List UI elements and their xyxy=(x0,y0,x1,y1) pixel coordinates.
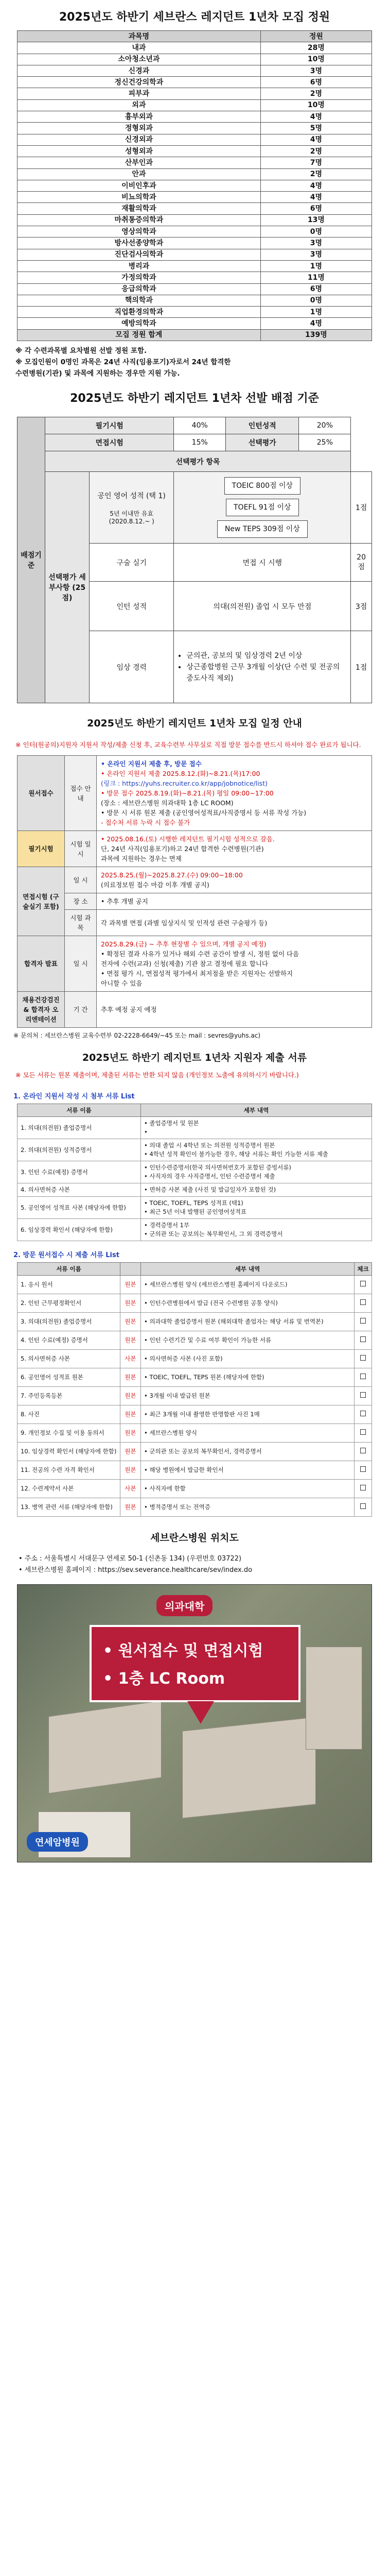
docs-warning: ※ 모든 서류는 원본 제출이며, 제출된 서류는 반환 되지 않음 (개인정보 노출에 유의하시기 바랍니다.) xyxy=(15,1071,299,1079)
checkbox-icon xyxy=(360,1318,366,1324)
quota-count: 0명 xyxy=(260,295,372,306)
doc-detail: • 최근 3개월 이내 촬영한 반명함판 사진 1매 xyxy=(141,1405,355,1424)
doc-detail: • 인턴 수련기간 및 수료 여부 확인이 가능한 서류 xyxy=(141,1331,355,1350)
docs-visit-row xyxy=(17,1461,372,1480)
doc-name: 7. 주민등록등본 xyxy=(17,1387,120,1405)
quota-dept: 핵의학과 xyxy=(17,295,261,306)
criteria-clinic-item-1: • 군의관, 공보의 및 임상경력 2년 이상 xyxy=(186,650,347,662)
checkbox-icon xyxy=(360,1392,366,1398)
doc-name: 2. 인턴 근무평정확인서 xyxy=(17,1294,120,1313)
criteria-clinic-label: 임상 경력 xyxy=(90,631,174,703)
criteria-oral-desc: 면접 시 시행 xyxy=(174,544,351,582)
quota-row xyxy=(17,111,372,123)
quota-count: 6명 xyxy=(260,283,372,295)
criteria-english-label: 공인 영어 성적 (택 1) xyxy=(97,492,166,500)
doc-checkbox[interactable] xyxy=(355,1387,372,1405)
doc-detail: • 3개월 이내 발급된 원본 xyxy=(141,1387,355,1405)
doc-name: 13. 병역 관련 서류 (해당자에 한함) xyxy=(17,1498,120,1517)
quota-row xyxy=(17,77,372,88)
quota-total-label: 모집 정원 합계 xyxy=(17,329,261,341)
doc-name: 11. 전공의 수련 자격 확인서 xyxy=(17,1461,120,1480)
docs-visit-row xyxy=(17,1405,372,1424)
docs-visit-body xyxy=(17,1276,372,1517)
quota-dept: 응급의학과 xyxy=(17,283,261,295)
docs-visit-row xyxy=(17,1368,372,1387)
quota-row xyxy=(17,99,372,111)
sched-apply-line: • 온라인 지원서 제출 후, 방문 접수 xyxy=(101,760,202,768)
map-building xyxy=(306,1647,362,1750)
docs-visit-header-type xyxy=(120,1263,141,1276)
criteria-oral-label: 구술 실기 xyxy=(90,544,174,582)
quota-row xyxy=(17,123,372,134)
criteria-side-label: 선택평가 세부사항 (25점) xyxy=(45,472,90,703)
docs-visit-header-check: 체크 xyxy=(355,1263,372,1276)
quota-row xyxy=(17,238,372,249)
doc-type: 원본 xyxy=(120,1313,141,1331)
doc-name: 4. 인턴 수료(예정) 증명서 xyxy=(17,1331,120,1350)
sched-checkup-body: 추후 예정 공지 예정 xyxy=(97,992,372,1028)
quota-row xyxy=(17,192,372,203)
doc-detail-line: • 최근 5년 이내 발행된 공인영어성적표 xyxy=(144,1208,247,1216)
quota-total-row xyxy=(17,329,372,341)
doc-type: 원본 xyxy=(120,1331,141,1350)
sched-interview-body xyxy=(97,867,372,893)
doc-name: 8. 사진 xyxy=(17,1405,120,1424)
doc-type: 원본 xyxy=(120,1498,141,1517)
criteria-clinic-score: 1점 xyxy=(351,631,372,703)
quota-count: 3명 xyxy=(260,249,372,260)
quota-row xyxy=(17,272,372,283)
criteria-clinic-desc xyxy=(174,631,351,703)
docs-visit-header-name: 서류 이름 xyxy=(17,1263,120,1276)
schedule-title: 2025년도 하반기 레지던트 1년차 모집 일정 안내 xyxy=(87,718,302,730)
quota-dept: 마취통증의학과 xyxy=(17,214,261,226)
doc-type: 원본 xyxy=(120,1387,141,1405)
criteria-table xyxy=(17,417,372,703)
criteria-intern-label: 인턴성적 xyxy=(226,417,299,434)
quota-row xyxy=(17,249,372,260)
quota-dept: 가정의학과 xyxy=(17,272,261,283)
sched-result-label: 합격자 발표 xyxy=(17,936,65,992)
doc-type: 원본 xyxy=(120,1443,141,1461)
sched-interview-line: (의료정보원 접수 마감 이후 개별 공지) xyxy=(101,881,209,889)
quota-row xyxy=(17,295,372,306)
quota-dept: 흉부외과 xyxy=(17,111,261,123)
map-building xyxy=(48,1701,162,1794)
checkbox-icon xyxy=(360,1299,366,1305)
doc-detail: • 인턴수련병원에서 발급 (전국 수련병원 공통 양식) xyxy=(141,1294,355,1313)
schedule-table xyxy=(17,755,372,1028)
quota-dept: 비뇨의학과 xyxy=(17,192,261,203)
quota-dept: 피부과 xyxy=(17,88,261,99)
quota-row xyxy=(17,180,372,191)
criteria-intern-value: 20% xyxy=(299,417,351,434)
doc-detail: • 사직자에 한함 xyxy=(141,1480,355,1498)
doc-name: 9. 개인정보 수집 및 이용 동의서 xyxy=(17,1424,120,1443)
quota-dept: 영상의학과 xyxy=(17,226,261,238)
quota-count: 7명 xyxy=(260,157,372,168)
quota-header-dept: 과목명 xyxy=(17,31,261,42)
doc-type: 원본 xyxy=(120,1294,141,1313)
sched-subject-sub: 시험 과목 xyxy=(65,910,97,936)
docs-visit-row xyxy=(17,1331,372,1350)
docs-title: 2025년도 하반기 레지던트 1년차 지원자 제출 서류 xyxy=(82,1052,307,1064)
map-arrow-icon xyxy=(187,1701,214,1724)
docs-online-row xyxy=(17,1139,372,1161)
docs-visit-row xyxy=(17,1480,372,1498)
quota-count: 0명 xyxy=(260,226,372,238)
checkbox-icon xyxy=(360,1485,366,1490)
doc-checkbox[interactable] xyxy=(355,1480,372,1498)
doc-detail: • 의과대학 졸업증명서 원본 (해외대학 졸업자는 해당 서류 및 번역본) xyxy=(141,1313,355,1331)
docs-visit-row xyxy=(17,1498,372,1517)
quota-total-value: 139명 xyxy=(260,329,372,341)
doc-name: 5. 의사면허증 사본 xyxy=(17,1350,120,1368)
checkbox-icon xyxy=(360,1448,366,1453)
quota-dept: 외과 xyxy=(17,99,261,111)
sched-apply-label: 원서접수 xyxy=(17,756,65,831)
doc-detail-line: • 4학년 성적 확인이 불가능한 경우, 해당 서류는 확인 가능한 서류 제출 xyxy=(144,1150,328,1158)
docs-visit-row xyxy=(17,1313,372,1331)
docs-visit-row xyxy=(17,1443,372,1461)
criteria-oral-score: 20점 xyxy=(351,544,372,582)
checkbox-icon xyxy=(360,1411,366,1416)
docs-online-row xyxy=(17,1219,372,1241)
doc-detail: • 병적증명서 또는 전역증 xyxy=(141,1498,355,1517)
sched-written-line: 과목에 지원하는 경우는 면제 xyxy=(101,855,182,863)
quota-row xyxy=(17,307,372,318)
quota-dept: 산부인과 xyxy=(17,157,261,168)
sched-result-line: 전자에 수련(교과) 신청(제출) 기관 참고 결정에 필요 합니다 xyxy=(101,960,269,968)
checkbox-icon xyxy=(360,1281,366,1286)
doc-name: 3. 의대(의전원) 졸업증명서 xyxy=(17,1313,120,1331)
criteria-written-label: 필기시험 xyxy=(45,417,174,434)
doc-name: 3. 인턴 수료(예정) 증명서 xyxy=(17,1161,141,1183)
quota-row xyxy=(17,134,372,145)
sched-apply-link[interactable]: (링크 : https://yuhs.recruiter.co.kr/app/jobnotice/list) xyxy=(101,779,268,788)
doc-type: 원본 xyxy=(120,1276,141,1294)
quota-dept: 직업환경의학과 xyxy=(17,307,261,318)
doc-checkbox[interactable] xyxy=(355,1331,372,1350)
quota-dept: 안과 xyxy=(17,168,261,180)
sched-apply-sub: 접수 안내 xyxy=(65,756,97,831)
doc-checkbox[interactable] xyxy=(355,1313,372,1331)
map-callout-line: • 1층 LC Room xyxy=(103,1670,225,1688)
criteria-main-label: 배점기준 xyxy=(17,417,45,703)
quota-title: 2025년도 하반기 세브란스 레지던트 1년차 모집 정원 xyxy=(59,11,330,24)
doc-name: 1. 의대(의전원) 졸업증명서 xyxy=(17,1117,141,1139)
quota-dept: 신경외과 xyxy=(17,134,261,145)
checkbox-icon xyxy=(360,1466,366,1472)
sched-apply-body xyxy=(97,756,372,831)
doc-name: 2. 의대(의전원) 성적증명서 xyxy=(17,1139,141,1161)
quota-count: 3명 xyxy=(260,238,372,249)
docs-visit-row xyxy=(17,1294,372,1313)
criteria-toeic: TOEIC 800점 이상 xyxy=(224,477,301,495)
sched-interview-label: 면접시험 (구술실기 포함) xyxy=(17,867,65,936)
docs-online-row xyxy=(17,1197,372,1219)
doc-checkbox[interactable] xyxy=(355,1424,372,1443)
quota-note-3: 수련병원(기관) 및 과목에 지원하는 경우만 지원 가능. xyxy=(15,369,180,378)
criteria-teps: New TEPS 309점 이상 xyxy=(217,520,308,538)
docs-online-body xyxy=(17,1117,372,1241)
map-label-cancer-hospital: 연세암병원 xyxy=(27,1832,88,1852)
criteria-item-header: 선택평가 항목 xyxy=(45,451,351,472)
map-label-medical-college: 의과대학 xyxy=(156,1595,213,1616)
doc-checkbox[interactable] xyxy=(355,1276,372,1294)
sched-written-sub: 시험 일시 xyxy=(65,831,97,867)
sched-written-line: • 2025.08.16.(토) 시행한 레지던트 필기시험 성적으로 갈음. xyxy=(101,835,275,843)
quota-count: 10명 xyxy=(260,54,372,65)
quota-row xyxy=(17,168,372,180)
quota-count: 4명 xyxy=(260,111,372,123)
quota-dept: 재활의학과 xyxy=(17,203,261,214)
criteria-toefl: TOEFL 91점 이상 xyxy=(226,499,299,516)
doc-detail: • TOEIC, TOEFL, TEPS 원본 (해당자에 한함) xyxy=(141,1368,355,1387)
docs-visit-header-detail: 세부 내역 xyxy=(141,1263,355,1276)
quota-row xyxy=(17,54,372,65)
doc-name: 6. 공인영어 성적표 원본 xyxy=(17,1368,120,1387)
quota-dept: 성형외과 xyxy=(17,145,261,157)
doc-type: 사본 xyxy=(120,1350,141,1368)
doc-detail xyxy=(141,1197,372,1219)
quota-row xyxy=(17,226,372,238)
quota-body xyxy=(17,42,372,341)
doc-detail: • 군의관 또는 공보의 복무확인서, 경력증명서 xyxy=(141,1443,355,1461)
checkbox-icon xyxy=(360,1336,366,1342)
quota-count: 4명 xyxy=(260,134,372,145)
doc-name: 5. 공인영어 성적표 사본 (해당자에 한함) xyxy=(17,1197,141,1219)
doc-type: 사본 xyxy=(120,1480,141,1498)
sched-result-line: • 확정된 결과 사유가 있거나 해외 수련 공간이 발생 시, 정원 없이 다음 xyxy=(101,950,299,958)
doc-detail xyxy=(141,1183,372,1197)
sched-result-sub: 일 시 xyxy=(65,936,97,992)
map-callout-line: • 원서접수 및 면접시험 xyxy=(103,1642,263,1660)
doc-detail-line: • 사직자의 경우 사직증명서, 인턴 수련증명서 제출 xyxy=(144,1173,275,1180)
quota-dept: 예방의학과 xyxy=(17,318,261,329)
quota-count: 1명 xyxy=(260,307,372,318)
docs-visit-table xyxy=(17,1262,372,1517)
criteria-written-value: 40% xyxy=(174,417,226,434)
quota-count: 2명 xyxy=(260,168,372,180)
quota-count: 10명 xyxy=(260,99,372,111)
sched-result-body xyxy=(97,936,372,992)
doc-checkbox[interactable] xyxy=(355,1443,372,1461)
quota-dept: 내과 xyxy=(17,42,261,54)
doc-name: 4. 의사면허증 사본 xyxy=(17,1183,141,1197)
criteria-interview-value: 15% xyxy=(174,434,226,451)
quota-count: 2명 xyxy=(260,145,372,157)
quota-notes xyxy=(13,341,376,381)
sched-checkup-label: 채용건강검진 & 합격자 오리엔테이션 xyxy=(17,992,65,1028)
doc-detail-line: • 군의관 또는 공보의는 복무확인서, 그 외 경력증명서 xyxy=(144,1230,283,1238)
checkbox-icon xyxy=(360,1503,366,1509)
checkbox-icon xyxy=(360,1374,366,1379)
quota-row xyxy=(17,145,372,157)
map-building xyxy=(182,1717,316,1818)
docs-online-row xyxy=(17,1183,372,1197)
doc-type: 원본 xyxy=(120,1424,141,1443)
criteria-select-label: 선택평가 xyxy=(226,434,299,451)
schedule-contact: ※ 문의처 : 세브란스병원 교육수련부 02-2228-6649/~45 또는 mail : sevres@yuhs.ac) xyxy=(13,1032,261,1040)
doc-name: 1. 응시 원서 xyxy=(17,1276,120,1294)
doc-detail xyxy=(141,1139,372,1161)
docs-online-table xyxy=(17,1104,372,1241)
quota-dept: 정형외과 xyxy=(17,123,261,134)
criteria-english xyxy=(90,472,174,544)
sched-interview-line: 2025.8.25.(월)~2025.8.27.(수) 09:00~18:00 xyxy=(101,871,243,879)
quota-count: 5명 xyxy=(260,123,372,134)
doc-detail-line: • 졸업증명서 및 원본 xyxy=(144,1120,199,1127)
doc-detail xyxy=(141,1117,372,1139)
doc-detail-line: • 면허증 사본 제출 (사진 및 발급일자가 포함된 것) xyxy=(144,1186,276,1194)
criteria-english-note: 5년 이내만 유효 (2020.8.12.~ ) xyxy=(109,510,154,525)
quota-table xyxy=(17,30,372,341)
quota-count: 4명 xyxy=(260,318,372,329)
quota-count: 3명 xyxy=(260,65,372,76)
quota-row xyxy=(17,157,372,168)
quota-row xyxy=(17,318,372,329)
criteria-intern-grade-score: 3점 xyxy=(351,582,372,631)
sched-checkup-sub: 기 간 xyxy=(65,992,97,1028)
sched-apply-line: • 온라인 지원서 제출 2025.8.12.(화)~8.21.(목)17:00 xyxy=(101,770,260,778)
doc-detail: • 세브란스병원 양식 xyxy=(141,1424,355,1443)
doc-name: 12. 수련계약서 사본 xyxy=(17,1480,120,1498)
sched-interview-sub: 일 시 xyxy=(65,867,97,893)
doc-detail-line: • TOEIC, TOEFL, TEPS 성적표 (택1) xyxy=(144,1199,243,1207)
quota-note-1: ※ 각 수련과목별 요차별원 선발 정원 포함. xyxy=(15,347,147,355)
quota-dept: 방사선종양학과 xyxy=(17,238,261,249)
criteria-intern-grade-desc: 의대(의전원) 졸업 시 모두 만점 xyxy=(174,582,351,631)
criteria-clinic-item-2: • 상근종합병원 근무 3개월 이상(단 수련 및 전공의 중도사직 제외) xyxy=(186,662,347,684)
criteria-english-score: 1점 xyxy=(351,472,372,544)
quota-row xyxy=(17,214,372,226)
doc-name: 6. 임상경력 확인서 (해당자에 한함) xyxy=(17,1219,141,1241)
sched-apply-line: • 방문 접수 2025.8.19.(화)~8.21.(목) 평일 09:00~17:00 xyxy=(101,789,274,798)
doc-checkbox[interactable] xyxy=(355,1405,372,1424)
sched-place-body: • 추후 개별 공지 xyxy=(97,893,372,910)
campus-map xyxy=(17,1584,372,1862)
map-callout xyxy=(90,1625,300,1702)
quota-dept: 병리과 xyxy=(17,260,261,272)
quota-dept: 소아청소년과 xyxy=(17,54,261,65)
sched-result-line: 2025.8.29.(금) ~ 추후 현장별 수 있으며, 개별 공지 예정) xyxy=(101,940,267,948)
location-homepage-link[interactable]: • 세브란스병원 홈페이지 : https://sev.severance.healthcare/sev/index.do xyxy=(19,1566,253,1574)
docs-visit-row xyxy=(17,1350,372,1368)
doc-detail xyxy=(141,1219,372,1241)
criteria-select-value: 25% xyxy=(299,434,351,451)
criteria-interview-label: 면접시험 xyxy=(45,434,174,451)
sched-apply-line: - 접수처 서류 누락 시 접수 불가 xyxy=(101,819,190,827)
location-info xyxy=(13,1550,376,1581)
quota-row xyxy=(17,203,372,214)
sched-subject-body: 각 과목별 면접 (과별 임상지식 및 인적성 관련 구술평가 등) xyxy=(97,910,372,936)
quota-count: 6명 xyxy=(260,203,372,214)
doc-type: 원본 xyxy=(120,1405,141,1424)
doc-detail: • 의사면허증 사본 (사진 포함) xyxy=(141,1350,355,1368)
sched-apply-line: (장소 : 세브란스병원 의과대학 1층 LC ROOM) xyxy=(101,799,234,807)
docs-online-header-name: 서류 이름 xyxy=(17,1104,141,1117)
criteria-english-options xyxy=(174,472,351,544)
doc-type: 원본 xyxy=(120,1368,141,1387)
quota-count: 28명 xyxy=(260,42,372,54)
doc-detail-line: • 경력증명서 1부 xyxy=(144,1222,190,1229)
doc-detail: • 세브란스병원 양식 (세브란스병원 홈페이지 다운로드) xyxy=(141,1276,355,1294)
docs-online-title: 1. 온라인 지원서 작성 시 첨부 서류 List xyxy=(13,1093,135,1101)
criteria-intern-grade-label: 인턴 성적 xyxy=(90,582,174,631)
quota-count: 2명 xyxy=(260,88,372,99)
doc-checkbox[interactable] xyxy=(355,1294,372,1313)
quota-count: 4명 xyxy=(260,180,372,191)
quota-row xyxy=(17,260,372,272)
checkbox-icon xyxy=(360,1429,366,1435)
quota-note-2: ※ 모집인원이 0명인 과목은 24년 사직(임용포기)자로서 24년 합격한 xyxy=(15,358,231,367)
location-title: 세브란스병원 위치도 xyxy=(150,1532,239,1544)
docs-visit-row xyxy=(17,1276,372,1294)
doc-detail-line: • 의대 졸업 시 4학년 또는 의전원 성적증명서 원본 xyxy=(144,1142,275,1149)
doc-checkbox[interactable] xyxy=(355,1350,372,1368)
quota-dept: 이비인후과 xyxy=(17,180,261,191)
doc-checkbox[interactable] xyxy=(355,1368,372,1387)
doc-checkbox[interactable] xyxy=(355,1461,372,1480)
quota-count: 13명 xyxy=(260,214,372,226)
sched-written-line: 단, 24년 사직(임용포기)하고 24년 합격한 수련병원(기관) xyxy=(101,845,264,853)
quota-dept: 신경과 xyxy=(17,65,261,76)
sched-result-line: 아니할 수 있음 xyxy=(101,979,143,988)
quota-dept: 진단검사의학과 xyxy=(17,249,261,260)
doc-detail xyxy=(141,1161,372,1183)
docs-online-row xyxy=(17,1161,372,1183)
checkbox-icon xyxy=(360,1355,366,1361)
quota-row xyxy=(17,88,372,99)
quota-row xyxy=(17,283,372,295)
doc-checkbox[interactable] xyxy=(355,1498,372,1517)
sched-apply-line: • 방문 시 서류 원본 제출 (공인영어성적표/사직증명서 등 서류 작성 가능) xyxy=(101,809,307,817)
doc-detail-line: • 인턴수련증명서(한국 의사면허번호가 포함된 증빙서류) xyxy=(144,1164,291,1172)
docs-visit-row xyxy=(17,1424,372,1443)
quota-dept: 정신건강의학과 xyxy=(17,77,261,88)
quota-count: 4명 xyxy=(260,192,372,203)
docs-visit-row xyxy=(17,1387,372,1405)
schedule-warning: ※ 인터(원공의)지원자 지원서 작성/제출 신청 후, 교육수련부 사무실로 직접 방문 접수를 반드시 하셔야 접수 완료가 됩니다. xyxy=(15,741,361,749)
sched-written-body xyxy=(97,831,372,867)
quota-row xyxy=(17,42,372,54)
docs-visit-title: 2. 방문 원서접수 시 제출 서류 List xyxy=(13,1251,119,1260)
criteria-title: 2025년도 하반기 레지던트 1년차 선발 배점 기준 xyxy=(70,392,319,405)
docs-online-header-detail: 세부 내역 xyxy=(141,1104,372,1117)
quota-count: 11명 xyxy=(260,272,372,283)
docs-online-row xyxy=(17,1117,372,1139)
quota-row xyxy=(17,65,372,76)
sched-written-label: 필기시험 xyxy=(17,831,65,867)
doc-name: 10. 임상경력 확인서 (해당자에 한함) xyxy=(17,1443,120,1461)
quota-count: 6명 xyxy=(260,77,372,88)
sched-result-line: • 면접 평가 시, 면접성적 평가에서 최저점을 받은 지원자는 선발하지 xyxy=(101,970,293,978)
doc-detail: • 해당 병원에서 발급한 확인서 xyxy=(141,1461,355,1480)
quota-header-count: 정원 xyxy=(260,31,372,42)
location-address: • 주소 : 서울특별시 서대문구 연세로 50-1 (신촌동 134) (우편번호 03722) xyxy=(19,1555,242,1563)
quota-count: 1명 xyxy=(260,260,372,272)
sched-place-sub: 장 소 xyxy=(65,893,97,910)
doc-type: 원본 xyxy=(120,1461,141,1480)
doc-detail-line: • xyxy=(144,1128,148,1136)
